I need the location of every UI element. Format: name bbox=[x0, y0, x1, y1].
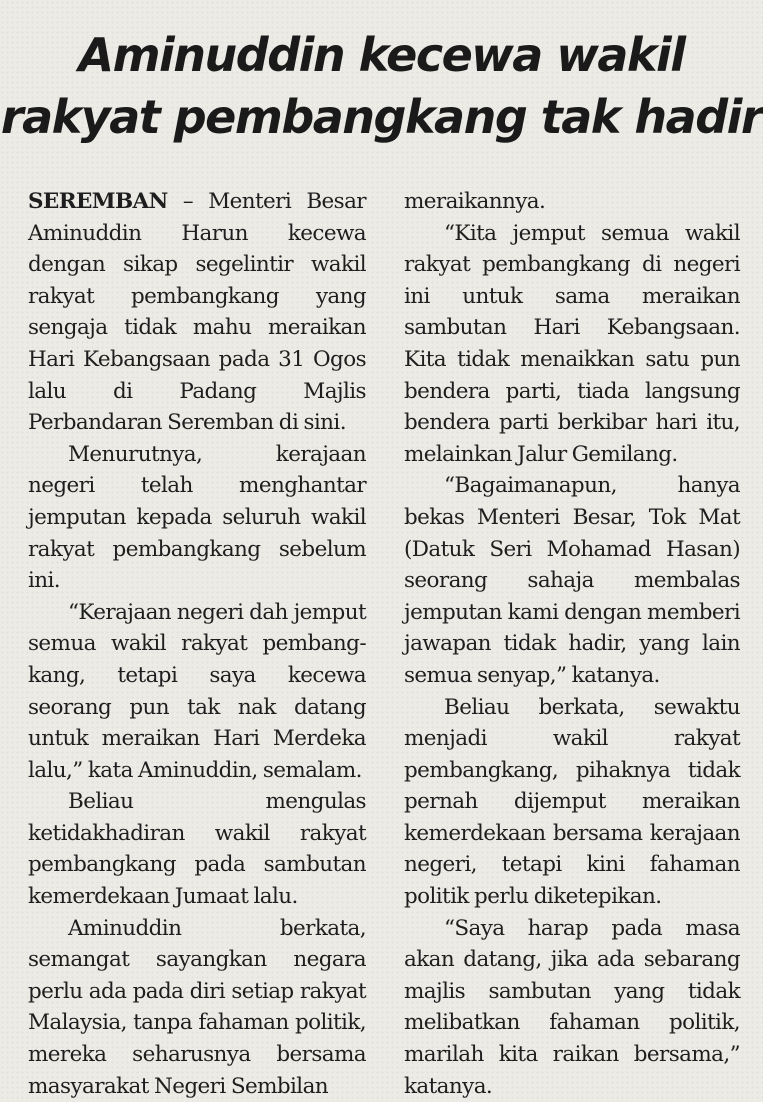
article-paragraph: “Bagaimanapun, hanya bekas Menteri Besar, Tok Mat (Datuk Seri Mohamad Hasan) seorang sahaja membalas jemputan kami dengan memberi jawapan tidak hadir, yang lain semua senyap,” katanya. bbox=[404, 473, 740, 688]
article-column-right bbox=[404, 186, 740, 1102]
article-paragraph: Menurutnya, kerajaan negeri telah menghantar jemputan kepada seluruh wakil rakyat pembangkang sebelum ini. bbox=[28, 441, 366, 594]
article-paragraph: “Kita jemput semua wakil rakyat pembangkang di negeri ini untuk sama meraikan sambutan Hari Kebangsaan. Kita tidak menaikkan satu pun bendera parti, tiada langsung bendera parti berkibar hari itu, melainkan Jalur Gemilang. bbox=[404, 220, 740, 467]
dateline: SEREMBAN bbox=[28, 189, 168, 214]
headline bbox=[0, 24, 763, 148]
article-paragraph: Aminuddin berkata, semangat sayangkan negara perlu ada pada diri setiap rakyat Malaysia, tanpa fahaman politik, mereka seharusnya bersama masyarakat Negeri Sembilan bbox=[28, 915, 366, 1099]
headline-line-1: Aminuddin kecewa wakil bbox=[78, 28, 685, 82]
article-paragraph: Beliau berkata, sewaktu menjadi wakil rakyat pembangkang, pihaknya tidak pernah dijemput meraikan kemerdekaan bersama kerajaan negeri, tetapi kini fahaman politik perlu diketepikan. bbox=[404, 694, 740, 910]
article-paragraph: meraikannya. bbox=[404, 189, 546, 214]
article-column-left bbox=[28, 186, 366, 1102]
paragraph-text: – Menteri Besar Aminuddin Harun kecewa dengan sikap segelintir wakil rakyat pembangkang yang sengaja tidak mahu meraikan Hari Kebangsaan pada 31 Ogos lalu di Padang Majlis Perbandaran Seremban di sini. bbox=[28, 189, 366, 436]
article-paragraph: Beliau mengulas ketidakhadiran wakil rakyat pembangkang pada sambutan kemerdekaan Jumaat lalu. bbox=[28, 789, 366, 910]
headline-line-2: rakyat pembangkang tak hadir bbox=[0, 90, 763, 144]
article-paragraph: “Saya harap pada masa akan datang, jika ada sebarang majlis sambutan yang tidak melibatkan fahaman politik, marilah kita raikan bersama,” katanya. bbox=[404, 915, 740, 1099]
article-paragraph: “Kerajaan negeri dah jemput semua wakil rakyat pembang-kang, tetapi saya kecewa seorang pun tak nak datang untuk meraikan Hari Merdeka lalu,” kata Aminuddin, semalam. bbox=[28, 599, 366, 783]
article-paragraph bbox=[28, 186, 366, 439]
